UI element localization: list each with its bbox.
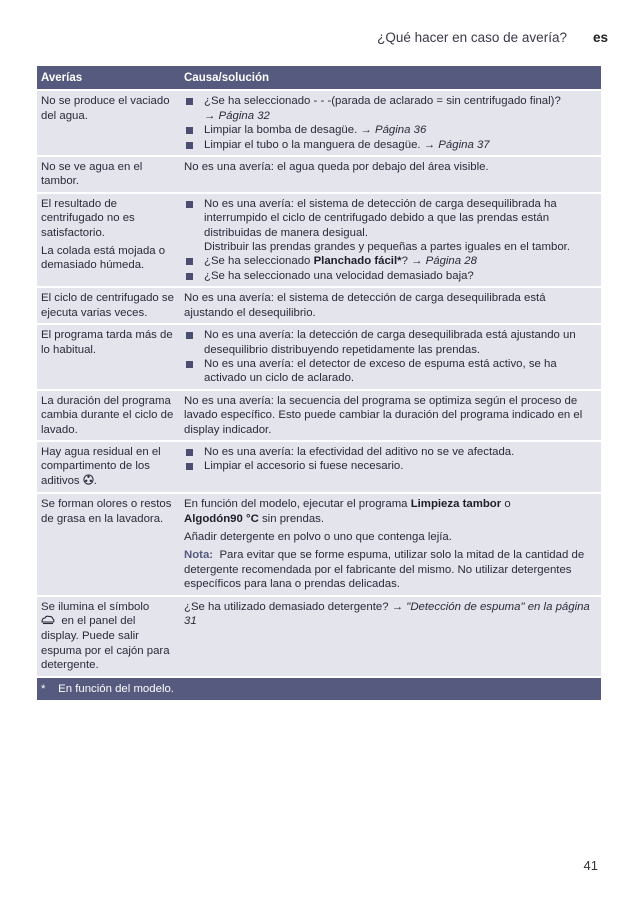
- solution-text: sin prendas.: [261, 512, 325, 525]
- solution-cell: [180, 493, 601, 595]
- program-name: Limpieza tambor: [410, 498, 502, 511]
- col-faults-header: Averías: [37, 66, 180, 90]
- fault-text: La colada está mojada o demasiado húmeda.: [41, 245, 166, 272]
- solution-cell: [180, 90, 601, 156]
- fault-text: Hay agua residual en el compartimento de los aditivos: [41, 445, 161, 487]
- solution-cell: [180, 193, 601, 287]
- table-row: [37, 493, 601, 595]
- fault-cell: No se produce el vaciado del agua.: [37, 90, 180, 156]
- bullet-text: ?: [401, 255, 408, 268]
- footnote-row: [37, 677, 601, 700]
- program-name: Planchado fácil*: [313, 255, 402, 268]
- fault-text: .: [93, 474, 97, 487]
- fault-cell: [37, 596, 180, 677]
- solution-cell: No es una avería: el sistema de detección de carga desequilibrada está ajustando el desequilibrio.: [180, 287, 601, 324]
- page-header: [377, 30, 608, 45]
- solution-text: En función del modelo, ejecutar el programa: [184, 498, 408, 511]
- fault-cell: El programa tarda más de lo habitual.: [37, 324, 180, 390]
- list-item: No es una avería: la detección de carga desequilibrada está ajustando un desequilibrio distribuyendo repetidamente las prendas.: [184, 328, 597, 357]
- footnote: * En función del modelo.: [37, 677, 601, 700]
- detergent-compartment-icon: [83, 474, 94, 489]
- solution-cell: [180, 324, 601, 390]
- fault-text: Se ilumina el símbolo: [41, 600, 150, 613]
- fault-text: El resultado de centrifugado no es satisfactorio.: [41, 197, 135, 239]
- bullet-text: ¿Se ha seleccionado - - -(parada de aclarado = sin centrifugado final)?: [204, 95, 561, 108]
- table-row: [37, 596, 601, 677]
- table-row: [37, 324, 601, 390]
- troubleshooting-table: [37, 66, 601, 700]
- fault-cell: El ciclo de centrifugado se ejecuta varias veces.: [37, 287, 180, 324]
- solution-text: ¿Se ha utilizado demasiado detergente?: [184, 600, 389, 613]
- list-item: No es una avería: el detector de exceso de espuma está activo, se ha activado un ciclo de aclarado.: [184, 357, 597, 386]
- page-ref-link[interactable]: → Página 37: [423, 138, 490, 151]
- bullet-text: ¿Se ha seleccionado: [204, 255, 311, 268]
- program-name: Algodón90 °C: [184, 512, 259, 525]
- foam-icon: [41, 615, 55, 629]
- bullet-text: No es una avería: el sistema de detección de carga desequilibrada ha interrumpido el ciclo de centrifugado debido a que las prendas están distribuidas de manera desigual.: [204, 197, 557, 239]
- solution-text: o: [504, 498, 511, 511]
- page-ref-link[interactable]: → Página 32: [204, 109, 270, 122]
- bullet-text: Limpiar la bomba de desagüe.: [204, 124, 358, 137]
- solution-cell: No es una avería: la secuencia del programa se optimiza según el proceso de lavado específico. Esto puede cambiar la duración del programa indicado en el display indicador.: [180, 390, 601, 441]
- list-item: Limpiar el accesorio si fuese necesario.: [184, 459, 597, 473]
- list-item: [184, 138, 597, 152]
- table-row: [37, 90, 601, 156]
- table-header-row: [37, 66, 601, 90]
- fault-cell: La duración del programa cambia durante el ciclo de lavado.: [37, 390, 180, 441]
- bullet-text: Distribuir las prendas grandes y pequeñas a partes iguales en el tambor.: [204, 241, 570, 254]
- page-ref-link[interactable]: → "Detección de espuma" en la página 31: [184, 600, 590, 627]
- col-cause-header: Causa/solución: [180, 66, 601, 90]
- note-text: Para evitar que se forme espuma, utilizar solo la mitad de la cantidad de detergente recomendada por el fabricante del mismo. No utilizar detergentes específicos para lana o prendas delicadas.: [184, 549, 585, 591]
- page-number: 41: [583, 858, 598, 873]
- list-item: [184, 94, 597, 123]
- solution-paragraph: Añadir detergente en polvo o uno que contenga lejía.: [184, 530, 452, 543]
- list-item: [184, 254, 597, 268]
- list-item: [184, 123, 597, 137]
- page-ref-link[interactable]: → Página 28: [411, 255, 477, 268]
- table-row: [37, 441, 601, 493]
- note-paragraph: [184, 548, 597, 591]
- list-item: No es una avería: la efectividad del aditivo no se ve afectada.: [184, 445, 597, 459]
- fault-cell: [37, 193, 180, 287]
- solution-cell: [180, 441, 601, 493]
- table-row: [37, 390, 601, 441]
- fault-text: en el panel del display. Puede salir espuma por el cajón para detergente.: [41, 615, 170, 672]
- solution-cell: No es una avería: el agua queda por debajo del área visible.: [180, 156, 601, 193]
- list-item: [184, 269, 597, 283]
- note-label: Nota:: [184, 549, 214, 562]
- list-item: [184, 197, 597, 255]
- language-code: es: [592, 30, 608, 45]
- solution-paragraph: [184, 497, 597, 526]
- bullet-text: Limpiar el tubo o la manguera de desagüe.: [204, 138, 421, 151]
- fault-cell: Se forman olores o restos de grasa en la lavadora.: [37, 493, 180, 595]
- solution-cell: [180, 596, 601, 677]
- page-ref-link[interactable]: → Página 36: [360, 124, 427, 137]
- bullet-text: ¿Se ha seleccionado una velocidad demasiado baja?: [204, 269, 474, 282]
- header-title: ¿Qué hacer en caso de avería?: [377, 30, 567, 45]
- table-row: [37, 287, 601, 324]
- table-row: [37, 156, 601, 193]
- table-row: [37, 193, 601, 287]
- fault-cell: No se ve agua en el tambor.: [37, 156, 180, 193]
- fault-cell: [37, 441, 180, 493]
